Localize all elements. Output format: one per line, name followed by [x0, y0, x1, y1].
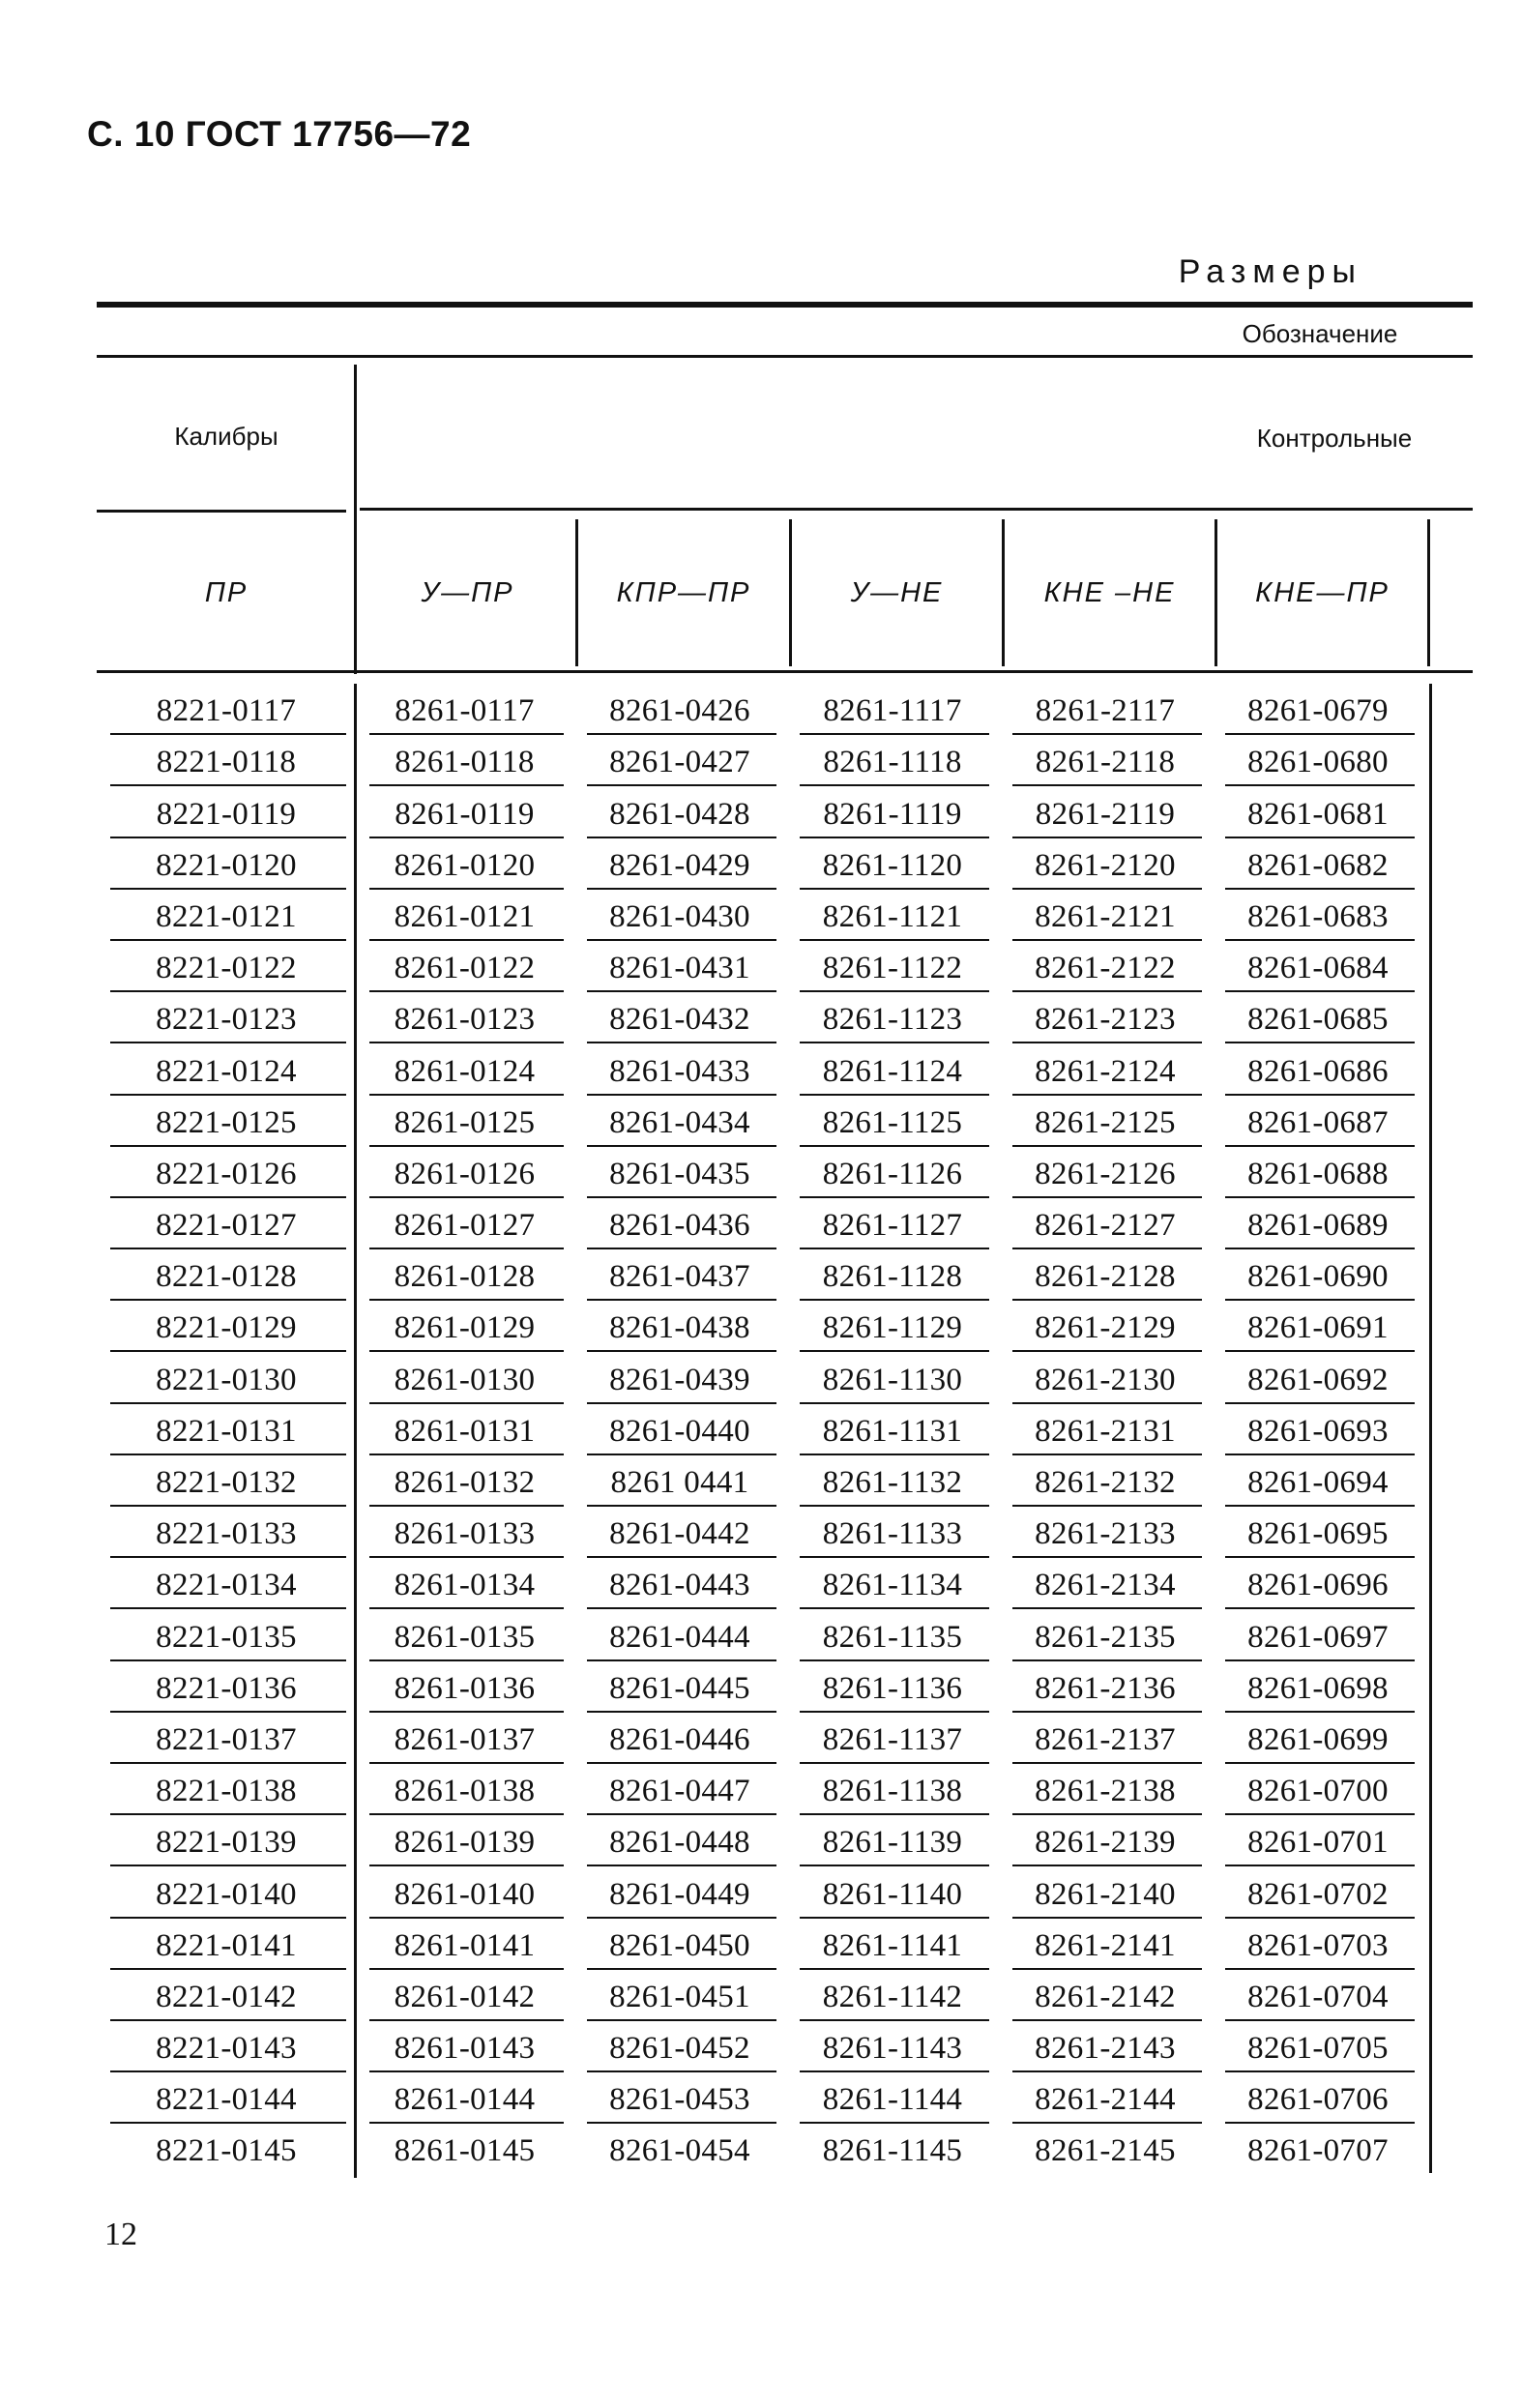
top-rule: [97, 302, 1473, 308]
table-cell-pr: 8221-0120: [97, 838, 356, 890]
table-cell-kne-pr: 8261-0693: [1212, 1404, 1424, 1455]
table-cell-u-pr: 8261-0143: [356, 2021, 573, 2072]
table-cell-kne-pr: 8261-0700: [1212, 1764, 1424, 1815]
table-cell-kne-ne: 8261-2139: [999, 1815, 1212, 1866]
table-cell-kne-ne: 8261-2136: [999, 1661, 1212, 1713]
table-cell-u-ne: 8261-1118: [786, 735, 999, 786]
table-cell-pr: 8221-0137: [97, 1713, 356, 1764]
table-cell-kpr-pr: 8261-0443: [573, 1558, 786, 1609]
table-cell-u-pr: 8261-0136: [356, 1661, 573, 1713]
table-cell-kne-ne: 8261-2133: [999, 1507, 1212, 1558]
table-cell-u-ne: 8261-1144: [786, 2072, 999, 2124]
table-cell-kne-pr: 8261-0694: [1212, 1455, 1424, 1507]
table-cell-u-pr: 8261-0117: [356, 684, 573, 735]
table-cell-pr: 8221-0135: [97, 1609, 356, 1660]
table-cell-u-pr: 8261-0137: [356, 1713, 573, 1764]
table-cell-pr: 8221-0124: [97, 1043, 356, 1095]
designation-table: [97, 684, 1450, 2175]
table-cell-u-ne: 8261-1140: [786, 1866, 999, 1918]
table-cell-kpr-pr: 8261 0441: [573, 1455, 786, 1507]
table-cell-u-pr: 8261-0140: [356, 1866, 573, 1918]
table-cell-kne-ne: 8261-2132: [999, 1455, 1212, 1507]
table-cell-kne-pr: 8261-0704: [1212, 1970, 1424, 2021]
table-cell-kne-ne: 8261-2135: [999, 1609, 1212, 1660]
table-cell-kpr-pr: 8261-0452: [573, 2021, 786, 2072]
table-cell-kpr-pr: 8261-0447: [573, 1764, 786, 1815]
table-cell-pr: 8221-0123: [97, 992, 356, 1043]
table-cell-kpr-pr: 8261-0454: [609, 2133, 750, 2169]
header-rule-1: [97, 355, 1473, 358]
header-rule-2a: [97, 510, 346, 513]
header-rule-2b: [360, 508, 1473, 511]
table-cell-pr: 8221-0134: [97, 1558, 356, 1609]
table-cell-u-pr: 8261-0129: [356, 1301, 573, 1352]
table-cell-u-ne: 8261-1142: [786, 1970, 999, 2021]
table-cell-kne-ne: 8261-2137: [999, 1713, 1212, 1764]
table-cell-u-pr: 8261-0124: [356, 1043, 573, 1095]
table-cell-u-pr: 8261-0121: [356, 890, 573, 941]
table-cell-kne-ne: 8261-2125: [999, 1096, 1212, 1147]
header-divider: [354, 365, 357, 674]
table-cell-kpr-pr: 8261-0439: [573, 1352, 786, 1403]
table-cell-u-ne: 8261-1138: [786, 1764, 999, 1815]
table-cell-kne-ne: 8261-2117: [999, 684, 1212, 735]
table-cell-kpr-pr: 8261-0453: [573, 2072, 786, 2124]
col-header-pr: ПР: [204, 577, 249, 608]
table-cell-kne-pr: 8261-0679: [1212, 684, 1424, 735]
table-cell-kpr-pr: 8261-0431: [573, 941, 786, 992]
table-cell-pr: 8221-0130: [97, 1352, 356, 1403]
table-cell-kne-pr: 8261-0697: [1212, 1609, 1424, 1660]
table-cell-kpr-pr: 8261-0427: [573, 735, 786, 786]
col-header-u-ne: У—НЕ: [850, 577, 944, 608]
table-cell-kpr-pr: 8261-0433: [573, 1043, 786, 1095]
table-cell-kne-ne: 8261-2138: [999, 1764, 1212, 1815]
table-cell-u-pr: 8261-0134: [356, 1558, 573, 1609]
table-cell-u-ne: 8261-1143: [786, 2021, 999, 2072]
table-cell-u-ne: 8261-1126: [786, 1147, 999, 1198]
table-cell-u-ne: 8261-1117: [786, 684, 999, 735]
table-cell-pr: 8221-0136: [97, 1661, 356, 1713]
table-cell-u-ne: 8261-1129: [786, 1301, 999, 1352]
table-cell-pr: 8221-0117: [97, 684, 356, 735]
table-cell-kpr-pr: 8261-0440: [573, 1404, 786, 1455]
table-cell-u-pr: 8261-0123: [356, 992, 573, 1043]
table-cell-kpr-pr: 8261-0437: [573, 1249, 786, 1301]
table-cell-u-ne: 8261-1123: [786, 992, 999, 1043]
table-cell-kne-pr: 8261-0685: [1212, 992, 1424, 1043]
table-cell-kne-pr: 8261-0684: [1212, 941, 1424, 992]
table-cell-pr: 8221-0132: [97, 1455, 356, 1507]
table-cell-kne-ne: 8261-2145: [1035, 2133, 1176, 2169]
table-cell-kne-ne: 8261-2123: [999, 992, 1212, 1043]
table-cell-kpr-pr: 8261-0432: [573, 992, 786, 1043]
table-cell-kne-ne: 8261-2142: [999, 1970, 1212, 2021]
table-cell-kne-ne: 8261-2127: [999, 1198, 1212, 1249]
table-cell-pr: 8221-0128: [97, 1249, 356, 1301]
table-cell-pr: 8221-0121: [97, 890, 356, 941]
table-cell-pr: 8221-0143: [97, 2021, 356, 2072]
table-cell-kne-ne: 8261-2121: [999, 890, 1212, 941]
table-cell-u-pr: 8261-0120: [356, 838, 573, 890]
table-cell-kne-pr: 8261-0706: [1212, 2072, 1424, 2124]
table-cell-kne-pr: 8261-0690: [1212, 1249, 1424, 1301]
table-cell-kne-ne: 8261-2122: [999, 941, 1212, 992]
table-cell-u-pr: 8261-0130: [356, 1352, 573, 1403]
table-cell-kne-ne: 8261-2128: [999, 1249, 1212, 1301]
table-cell-pr: 8221-0126: [97, 1147, 356, 1198]
table-cell-kpr-pr: 8261-0449: [573, 1866, 786, 1918]
table-cell-kne-pr: 8261-0705: [1212, 2021, 1424, 2072]
header-rule-3: [97, 670, 1473, 673]
table-cell-u-ne: 8261-1131: [786, 1404, 999, 1455]
col-header-kpr-pr: КПР—ПР: [616, 577, 751, 608]
table-cell-pr: 8221-0125: [97, 1096, 356, 1147]
table-cell-u-ne: 8261-1121: [786, 890, 999, 941]
table-cell-u-ne: 8261-1127: [786, 1198, 999, 1249]
table-cell-u-ne: 8261-1120: [786, 838, 999, 890]
table-cell-u-ne: 8261-1145: [822, 2133, 963, 2169]
designation-header: Обозначение: [1242, 319, 1398, 348]
col-divider-6: [1427, 519, 1430, 666]
table-cell-kne-ne: 8261-2119: [999, 786, 1212, 837]
page-number: 12: [104, 2217, 137, 2252]
page-header: С. 10 ГОСТ 17756—72: [87, 114, 472, 154]
table-cell-pr: 8221-0145: [156, 2133, 297, 2169]
table-cell-kpr-pr: 8261-0446: [573, 1713, 786, 1764]
table-cell-u-pr: 8261-0131: [356, 1404, 573, 1455]
table-cell-u-pr: 8261-0126: [356, 1147, 573, 1198]
table-cell-kne-ne: 8261-2141: [999, 1919, 1212, 1970]
table-cell-kne-pr: 8261-0689: [1212, 1198, 1424, 1249]
table-cell-pr: 8221-0140: [97, 1866, 356, 1918]
col-header-kne-ne: КНЕ –НЕ: [1043, 577, 1176, 608]
table-cell-u-ne: 8261-1125: [786, 1096, 999, 1147]
table-cell-u-ne: 8261-1141: [786, 1919, 999, 1970]
calibers-header: Калибры: [174, 422, 278, 451]
section-title: Размеры: [1178, 253, 1362, 290]
table-cell-pr: 8221-0118: [97, 735, 356, 786]
table-cell-kne-ne: 8261-2124: [999, 1043, 1212, 1095]
table-cell-kne-ne: 8261-2126: [999, 1147, 1212, 1198]
table-cell-pr: 8221-0141: [97, 1919, 356, 1970]
table-cell-pr: 8221-0142: [97, 1970, 356, 2021]
col-header-u-pr: У—ПР: [421, 577, 514, 608]
table-cell-u-pr: 8261-0138: [356, 1764, 573, 1815]
table-cell-u-pr: 8261-0128: [356, 1249, 573, 1301]
table-cell-u-ne: 8261-1133: [786, 1507, 999, 1558]
table-cell-u-pr: 8261-0132: [356, 1455, 573, 1507]
table-cell-kne-pr: 8261-0682: [1212, 838, 1424, 890]
table-cell-kne-pr: 8261-0701: [1212, 1815, 1424, 1866]
table-cell-pr: 8221-0133: [97, 1507, 356, 1558]
table-cell-pr: 8221-0144: [97, 2072, 356, 2124]
table-cell-u-ne: 8261-1135: [786, 1609, 999, 1660]
table-cell-u-pr: 8261-0118: [356, 735, 573, 786]
table-cell-kne-ne: 8261-2134: [999, 1558, 1212, 1609]
table-cell-kpr-pr: 8261-0442: [573, 1507, 786, 1558]
table-cell-kne-pr: 8261-0699: [1212, 1713, 1424, 1764]
table-cell-u-ne: 8261-1130: [786, 1352, 999, 1403]
table-cell-u-pr: 8261-0139: [356, 1815, 573, 1866]
table-cell-kne-pr: 8261-0688: [1212, 1147, 1424, 1198]
table-cell-u-pr: 8261-0119: [356, 786, 573, 837]
table-cell-kpr-pr: 8261-0444: [573, 1609, 786, 1660]
table-cell-kne-pr: 8261-0683: [1212, 890, 1424, 941]
table-cell-kpr-pr: 8261-0430: [573, 890, 786, 941]
table-cell-pr: 8221-0127: [97, 1198, 356, 1249]
table-cell-pr: 8221-0129: [97, 1301, 356, 1352]
table-cell-u-ne: 8261-1137: [786, 1713, 999, 1764]
table-cell-kne-pr: 8261-0707: [1247, 2133, 1389, 2169]
table-cell-kpr-pr: 8261-0451: [573, 1970, 786, 2021]
table-cell-u-pr: 8261-0133: [356, 1507, 573, 1558]
table-cell-kne-pr: 8261-0698: [1212, 1661, 1424, 1713]
table-cell-kne-ne: 8261-2131: [999, 1404, 1212, 1455]
table-cell-kne-ne: 8261-2140: [999, 1866, 1212, 1918]
table-cell-kpr-pr: 8261-0435: [573, 1147, 786, 1198]
table-cell-kpr-pr: 8261-0429: [573, 838, 786, 890]
table-cell-pr: 8221-0138: [97, 1764, 356, 1815]
table-cell-u-pr: 8261-0122: [356, 941, 573, 992]
table-cell-kpr-pr: 8261-0428: [573, 786, 786, 837]
table-cell-kne-ne: 8261-2120: [999, 838, 1212, 890]
table-cell-kpr-pr: 8261-0436: [573, 1198, 786, 1249]
table-cell-pr: 8221-0131: [97, 1404, 356, 1455]
table-cell-kne-ne: 8261-2143: [999, 2021, 1212, 2072]
table-cell-kpr-pr: 8261-0438: [573, 1301, 786, 1352]
table-cell-u-pr: 8261-0127: [356, 1198, 573, 1249]
table-cell-kne-pr: 8261-0687: [1212, 1096, 1424, 1147]
table-cell-kne-ne: 8261-2118: [999, 735, 1212, 786]
table-cell-kne-ne: 8261-2129: [999, 1301, 1212, 1352]
table-cell-u-pr: 8261-0145: [394, 2133, 536, 2169]
table-cell-u-pr: 8261-0125: [356, 1096, 573, 1147]
table-cell-u-ne: 8261-1139: [786, 1815, 999, 1866]
table-cell-kpr-pr: 8261-0448: [573, 1815, 786, 1866]
table-cell-u-ne: 8261-1122: [786, 941, 999, 992]
table-cell-kne-pr: 8261-0681: [1212, 786, 1424, 837]
table-cell-u-ne: 8261-1134: [786, 1558, 999, 1609]
table-cell-pr: 8221-0119: [97, 786, 356, 837]
table-cell-kpr-pr: 8261-0434: [573, 1096, 786, 1147]
table-cell-u-ne: 8261-1119: [786, 786, 999, 837]
table-cell-kne-pr: 8261-0686: [1212, 1043, 1424, 1095]
table-cell-kne-pr: 8261-0703: [1212, 1919, 1424, 1970]
col-header-kne-pr: КНЕ—ПР: [1255, 577, 1390, 608]
table-cell-kpr-pr: 8261-0450: [573, 1919, 786, 1970]
table-cell-kne-pr: 8261-0696: [1212, 1558, 1424, 1609]
table-cell-kpr-pr: 8261-0426: [573, 684, 786, 735]
table-cell-kne-pr: 8261-0691: [1212, 1301, 1424, 1352]
table-cell-kne-pr: 8261-0680: [1212, 735, 1424, 786]
table-cell-kne-pr: 8261-0695: [1212, 1507, 1424, 1558]
table-cell-kne-ne: 8261-2144: [999, 2072, 1212, 2124]
table-cell-u-pr: 8261-0141: [356, 1919, 573, 1970]
table-cell-u-ne: 8261-1128: [786, 1249, 999, 1301]
table-cell-u-ne: 8261-1124: [786, 1043, 999, 1095]
control-header: Контрольные: [1256, 424, 1413, 453]
table-cell-u-pr: 8261-0142: [356, 1970, 573, 2021]
table-cell-u-ne: 8261-1136: [786, 1661, 999, 1713]
table-cell-u-pr: 8261-0144: [356, 2072, 573, 2124]
table-cell-pr: 8221-0122: [97, 941, 356, 992]
table-cell-pr: 8221-0139: [97, 1815, 356, 1866]
table-cell-u-ne: 8261-1132: [786, 1455, 999, 1507]
table-cell-u-pr: 8261-0135: [356, 1609, 573, 1660]
table-cell-kne-ne: 8261-2130: [999, 1352, 1212, 1403]
table-cell-kpr-pr: 8261-0445: [573, 1661, 786, 1713]
table-cell-kne-pr: 8261-0692: [1212, 1352, 1424, 1403]
table-cell-kne-pr: 8261-0702: [1212, 1866, 1424, 1918]
